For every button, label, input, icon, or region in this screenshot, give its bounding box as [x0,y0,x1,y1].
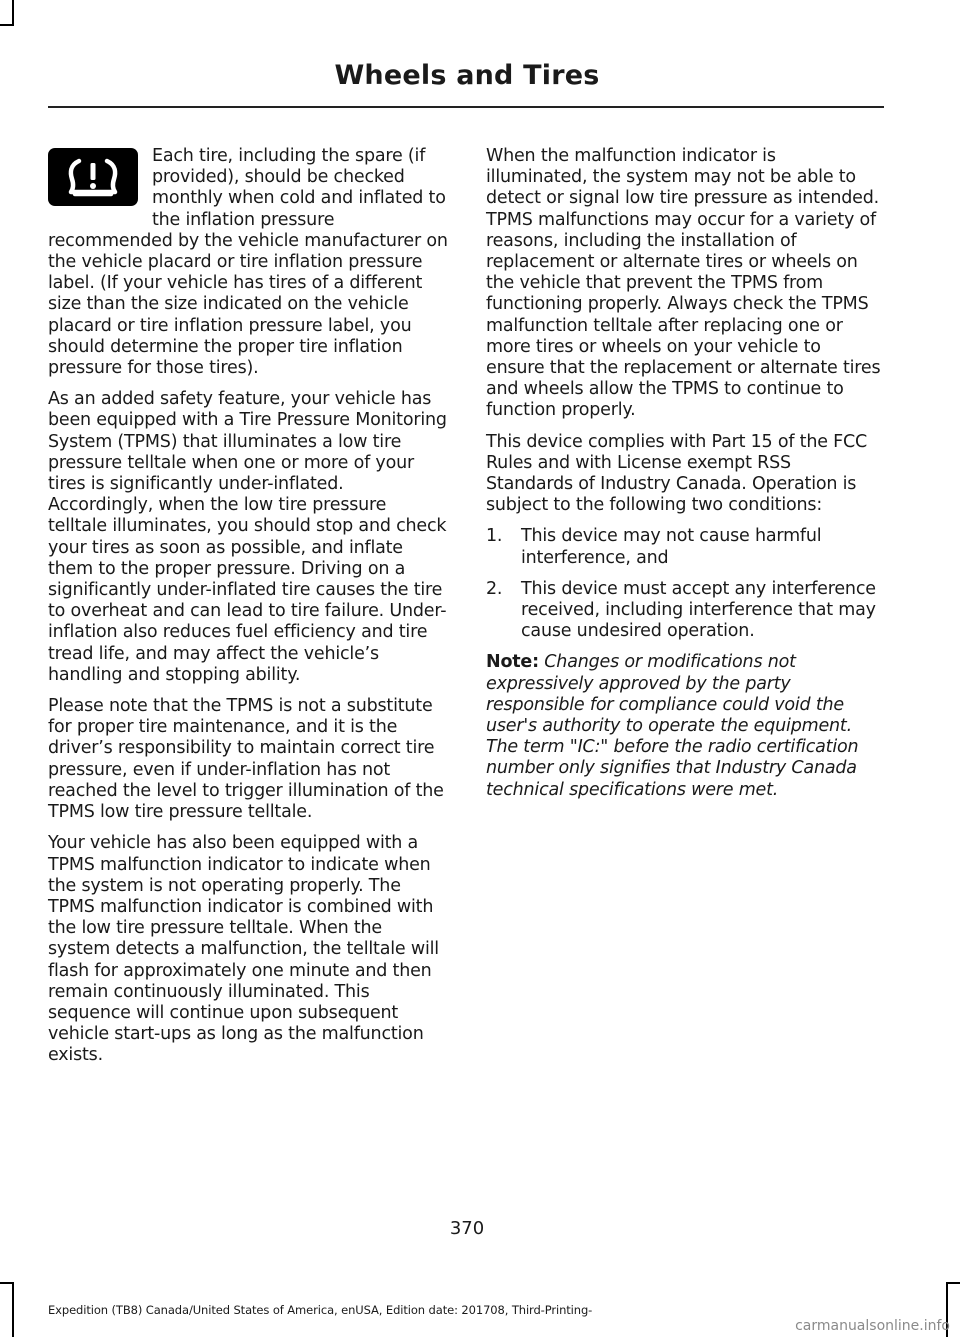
conditions-list [486,526,882,642]
paragraph-malfunction-illuminated: When the malfunction indicator is illuminated, the system may not be able to detect or signal low tire pressure as intended. TPMS malfunctions may occur for a variety of reasons, including the installation of replacement or alternate tires or wheels on the vehicle that prevent the TPMS from functioning properly. Always check the TPMS malfunction telltale after replacing one or more tires or wheels on your vehicle to ensure that the replacement or alternate tires and wheels allow the TPMS to continue to function properly. [486,146,881,421]
note [486,652,882,800]
list-item-number: 1. [486,526,503,547]
list-item-text: This device may not cause harmful interference, and [521,526,822,568]
note-label: Note: [486,652,539,673]
tire-pressure-warning-icon [48,148,138,206]
header-divider [48,106,884,108]
page-title: Wheels and Tires [334,60,600,91]
paragraph-inflation-check: Each tire, including the spare (if provided), should be checked monthly when cold and inflated to the inflation pressure recommended by the vehicle manufacturer on the vehicle placard or tire inflation pressure label. (If your vehicle has tires of a different size than the size indicated on the vehicle placard or tire inflation pressure label, you should determine the proper tire inflation pressure for those tires). [48,146,448,379]
crop-mark-bottom-left-vertical [12,1282,14,1337]
list-item-number: 2. [486,578,503,599]
crop-mark-bottom-left-horizontal [0,1282,14,1284]
list-item [486,526,882,568]
crop-mark-top-left-horizontal [0,24,14,26]
list-item [486,579,882,643]
paragraph-malfunction-indicator: Your vehicle has also been equipped with a TPMS malfunction indicator to indicate when the system is not operating properly. The TPMS malfunction indicator is combined with the low tire pressure telltale. When the system detects a malfunction, the telltale will flash for approximately one minute and then remain continuously illuminated. This sequence will continue upon subsequent vehicle start-ups as long as the malfunction exists. [48,833,439,1066]
paragraph-tpms-not-substitute: Please note that the TPMS is not a substitute for proper tire maintenance, and it is the driver’s responsibility to maintain correct tire pressure, even if under-inflation has not reached the level to trigger illumination of the TPMS low tire pressure telltale. [48,696,444,823]
paragraph-tpms-feature: As an added safety feature, your vehicle has been equipped with a Tire Pressure Monitoring System (TPMS) that illuminates a low tire pressure telltale when one or more of your tires is significantly under-inflated. Accordingly, when the low tire pressure telltale illuminates, you should stop and check your tires as soon as possible, and inflate them to the proper pressure. Driving on a significantly under-inflated tire causes the tire to overheat and can lead to tire failure. Under-inflation also reduces fuel efficiency and tire tread life, and may affect the vehicle’s handling and stopping ability. [48,389,447,685]
list-item-text: This device must accept any interference received, including interference that may cause undesired operation. [521,578,876,642]
watermark: carmanualsonline.info [795,1318,950,1334]
note-text: Changes or modifications not expressively approved by the party responsible for compliance could void the user's authority to operate the equipment. The term "IC:" before the radio certification number only signifies that Industry Canada technical specifications were met. [486,652,859,800]
left-column [48,146,448,1077]
right-column [486,146,882,811]
crop-mark-top-left-vertical [12,0,14,26]
crop-mark-bottom-right-horizontal [946,1282,960,1284]
footer-edition-info: Expedition (TB8) Canada/United States of America, enUSA, Edition date: 201708, Third-Printing- [48,1303,593,1317]
page-number: 370 [449,1218,485,1239]
paragraph-fcc-compliance: This device complies with Part 15 of the FCC Rules and with License exempt RSS Standards of Industry Canada. Operation is subject to the following two conditions: [486,431,868,516]
